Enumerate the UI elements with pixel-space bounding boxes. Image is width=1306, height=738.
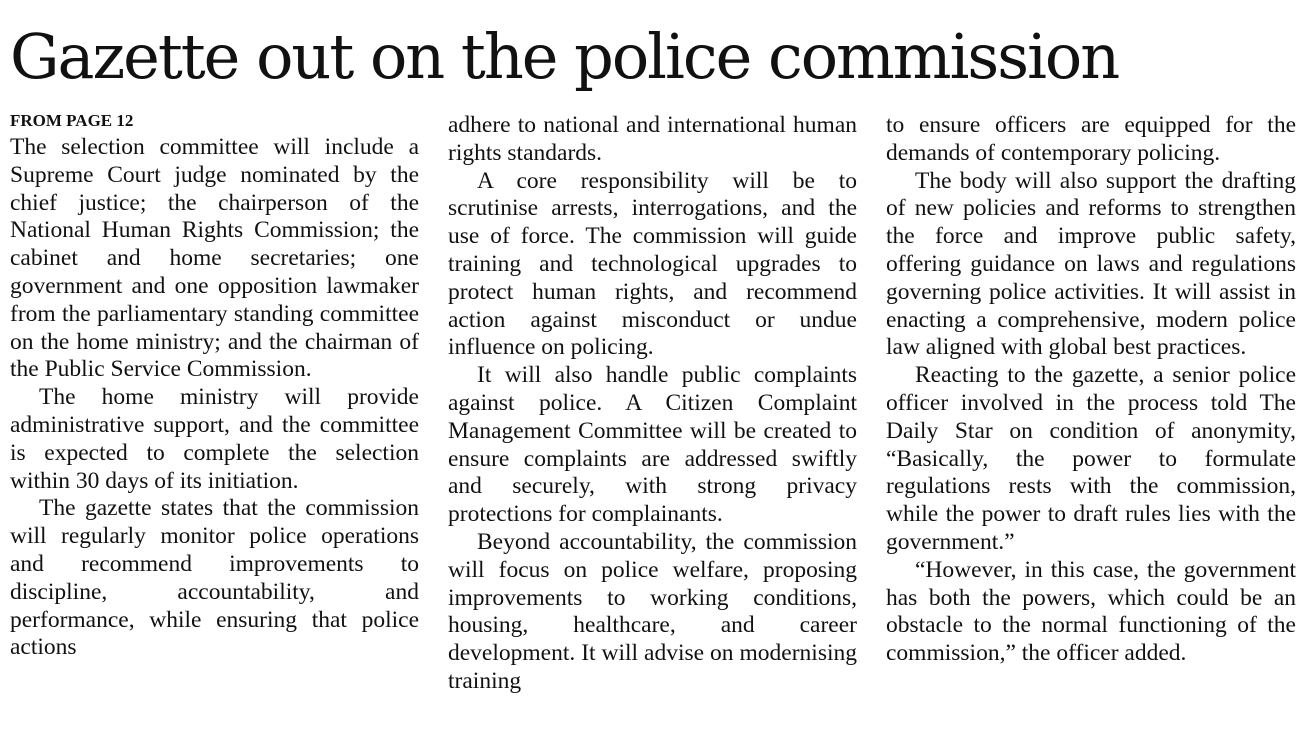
article-column-3 (886, 111, 1296, 668)
paragraph: The selection committee will include a Supreme Court judge nominated by the chief justice; the chairperson of the National Human Rights Commission; the cabinet and home secretaries; one government and one opposition lawmaker from the parliamentary standing committee on the home ministry; and the chairman of the Public Service Commission. (10, 134, 419, 383)
paragraph: The home ministry will provide administrative support, and the committee is expected to complete the selection within 30 days of its initiation. (10, 384, 419, 494)
article-column-2 (448, 111, 857, 696)
paragraph: A core responsibility will be to scrutinise arrests, interrogations, and the use of force. The commission will guide training and technological upgrades to protect human rights, and recommend action against misconduct or undue influence on policing. (448, 167, 857, 361)
headline: Gazette out on the police commission (10, 20, 1119, 93)
paragraph: The body will also support the drafting of new policies and reforms to strengthen the force and improve public safety, offering guidance on laws and regulations governing police activities. It will assist in enacting a comprehensive, modern police law aligned with global best practices. (886, 167, 1296, 361)
paragraph: It will also handle public complaints against police. A Citizen Complaint Management Committee will be created to ensure complaints are addressed swiftly and securely, with strong privacy protections for complainants. (448, 362, 857, 528)
jump-line: FROM PAGE 12 (10, 111, 134, 130)
article-column-1 (10, 111, 419, 662)
paragraph: Beyond accountability, the commission will focus on police welfare, proposing improvements to working conditions, housing, healthcare, and career development. It will advise on modernising training (448, 528, 857, 694)
paragraph: Reacting to the gazette, a senior police officer involved in the process told The Daily Star on condition of anonymity, “Basically, the power to formulate regulations rests with the commission, while the power to draft rules lies with the government.” (886, 362, 1296, 555)
paragraph-continued: to ensure officers are equipped for the demands of contemporary policing. (886, 112, 1296, 166)
paragraph: The gazette states that the commission will regularly monitor police operations and recommend improvements to discipline, accountability, and performance, while ensuring that police actions (10, 495, 419, 661)
paragraph: “However, in this case, the government has both the powers, which could be an obstacle to the normal functioning of the commission,” the officer added. (886, 556, 1296, 667)
paragraph-continued: adhere to national and international human rights standards. (448, 112, 857, 166)
